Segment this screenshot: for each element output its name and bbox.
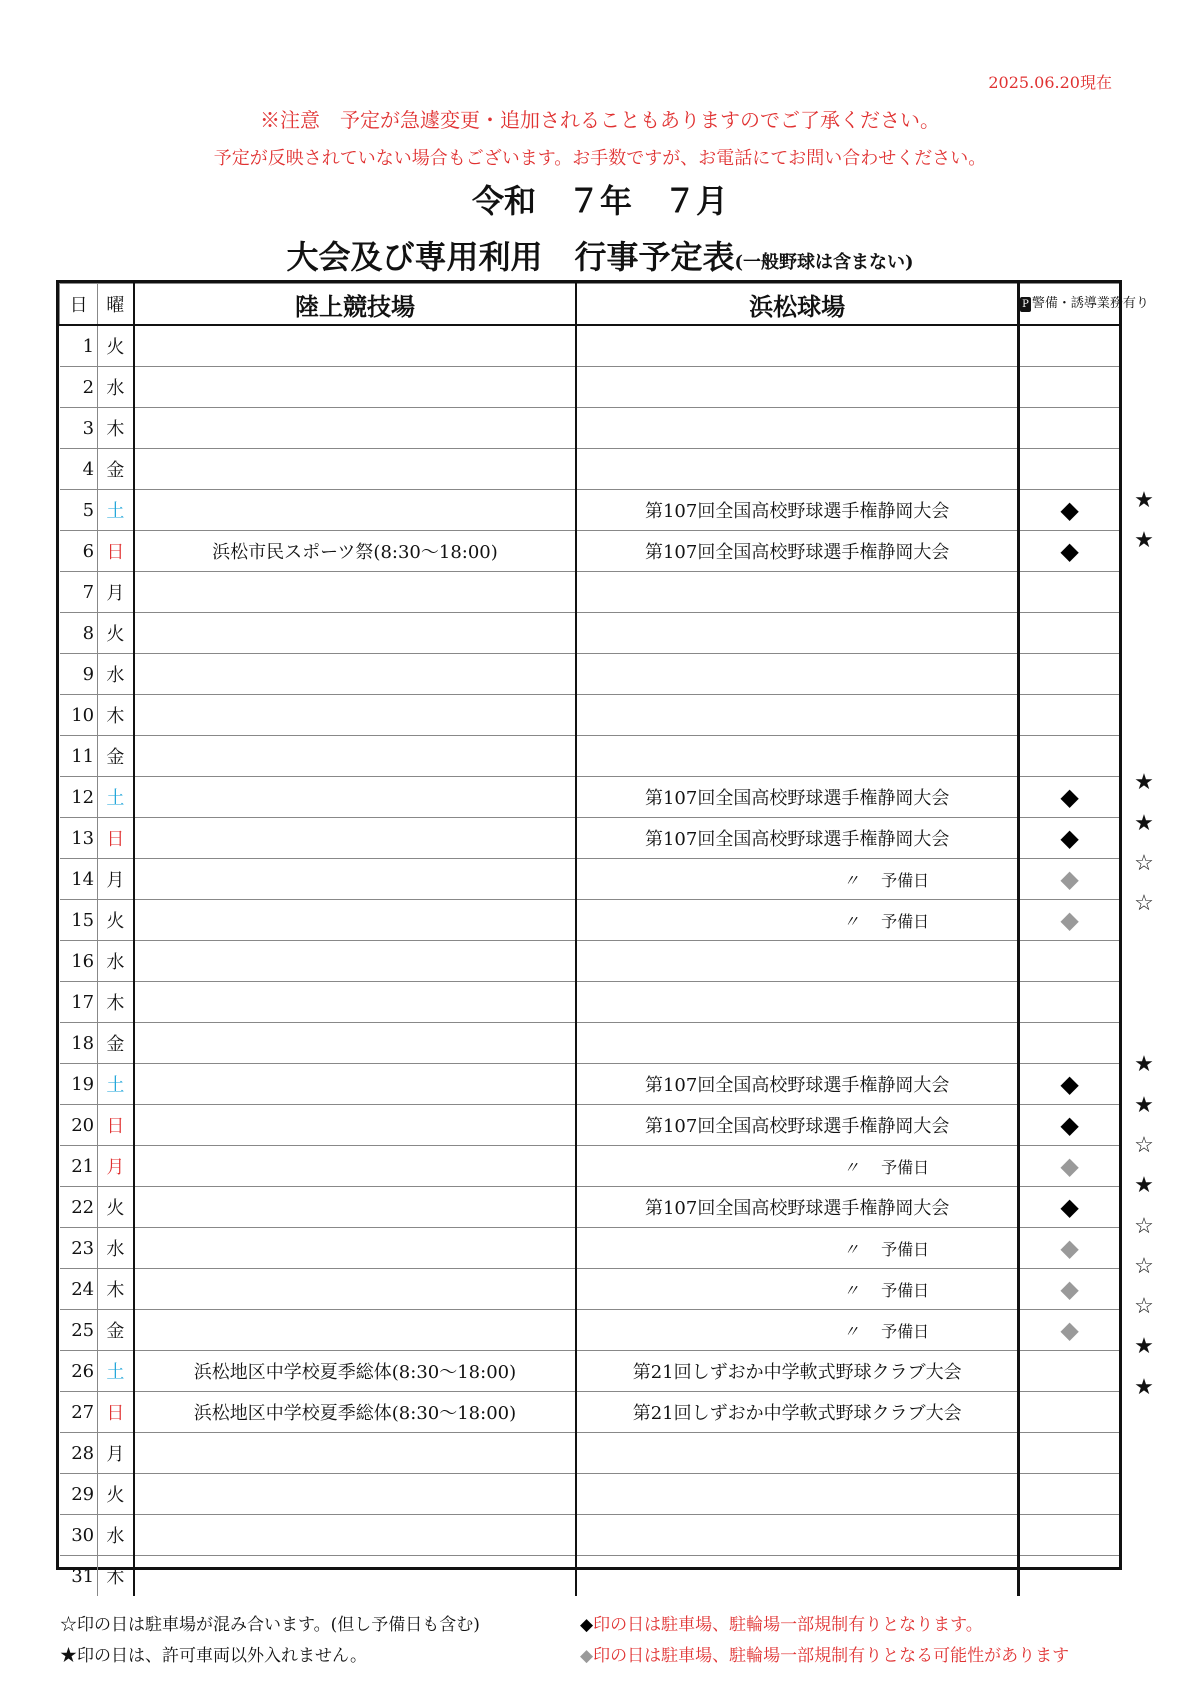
black-star-icon: ★ (1134, 1374, 1154, 1400)
security-cell (1019, 777, 1119, 818)
security-cell (1019, 736, 1119, 777)
star-cell-empty (1124, 320, 1164, 360)
baseball-event (576, 408, 1018, 449)
athletics-event (134, 654, 576, 695)
day-number: 13 (60, 818, 98, 859)
black-diamond-icon: ◆ (1060, 496, 1079, 524)
ditto-mark: 〃 (843, 1280, 860, 1300)
reserve-day (843, 1319, 929, 1342)
day-number: 25 (60, 1310, 98, 1351)
star-cell-empty (1124, 1529, 1164, 1569)
athletics-event (134, 736, 576, 777)
table-row (60, 982, 1120, 1023)
ditto-mark: 〃 (843, 911, 860, 931)
reserve-label: 予備日 (881, 1280, 930, 1300)
day-number: 20 (60, 1105, 98, 1146)
table-row (60, 1023, 1120, 1064)
day-number: 22 (60, 1187, 98, 1228)
baseball-event: 第107回全国高校野球選手権静岡大会 (576, 818, 1018, 859)
reserve-day (843, 868, 929, 891)
white-star-icon: ☆ (1134, 1294, 1154, 1320)
star-cell-empty (1124, 602, 1164, 642)
date-stamp: 2025.06.20現在 (988, 73, 1112, 92)
legend-black-diamond-text: 印の日は駐車場、駐輪場一部規制有りとなります。 (593, 1615, 983, 1635)
day-number: 19 (60, 1064, 98, 1105)
baseball-event (576, 695, 1018, 736)
security-cell (1019, 325, 1119, 367)
security-cell (1019, 1064, 1119, 1105)
day-number: 6 (60, 531, 98, 572)
table-row (60, 654, 1120, 695)
table-row (60, 490, 1120, 531)
star-column (1124, 320, 1164, 1569)
white-star-icon: ☆ (1134, 1132, 1154, 1158)
table-row (60, 1064, 1120, 1105)
baseball-event (576, 1310, 1018, 1351)
athletics-event (134, 613, 576, 654)
day-number: 12 (60, 777, 98, 818)
athletics-event (134, 1515, 576, 1556)
weekday: 木 (98, 695, 134, 736)
reserve-day (843, 1278, 929, 1301)
weekday: 金 (98, 1023, 134, 1064)
table-row (60, 367, 1120, 408)
security-cell (1019, 1433, 1119, 1474)
notice-line-2: 予定が反映されていない場合もございます。お手数ですが、お電話にてお問い合わせください。 (213, 148, 987, 169)
star-cell-empty (1124, 683, 1164, 723)
baseball-event: 第107回全国高校野球選手権静岡大会 (576, 1187, 1018, 1228)
security-cell (1019, 654, 1119, 695)
black-star-icon: ★ (1134, 770, 1154, 796)
weekday: 月 (98, 1146, 134, 1187)
weekday: 木 (98, 1556, 134, 1597)
weekday: 火 (98, 1187, 134, 1228)
gray-diamond-icon: ◆ (1060, 906, 1079, 934)
day-number: 14 (60, 859, 98, 900)
schedule-table (56, 280, 1149, 1588)
security-cell (1019, 367, 1119, 408)
black-star-icon: ★ (1134, 1092, 1154, 1118)
weekday: 水 (98, 367, 134, 408)
day-number: 9 (60, 654, 98, 695)
reserve-label: 予備日 (881, 1157, 930, 1177)
table-row (60, 1351, 1120, 1392)
day-number: 24 (60, 1269, 98, 1310)
gray-diamond-icon: ◆ (1060, 1234, 1079, 1262)
reserve-label: 予備日 (881, 1321, 930, 1341)
security-cell (1019, 1146, 1119, 1187)
weekday: 日 (98, 1392, 134, 1433)
day-number: 2 (60, 367, 98, 408)
table-row (60, 1310, 1120, 1351)
weekday: 金 (98, 449, 134, 490)
star-cell-empty (1124, 965, 1164, 1005)
athletics-event (134, 941, 576, 982)
day-number: 30 (60, 1515, 98, 1556)
athletics-event: 浜松地区中学校夏季総体(8:30～18:00) (134, 1392, 576, 1433)
table-row (60, 408, 1120, 449)
black-star-icon: ★ (1134, 488, 1154, 514)
baseball-event (576, 1023, 1018, 1064)
baseball-event: 第107回全国高校野球選手権静岡大会 (576, 777, 1018, 818)
weekday: 日 (98, 531, 134, 572)
baseball-event (576, 1515, 1018, 1556)
table-row (60, 449, 1120, 490)
header-weekday: 曜 (98, 284, 134, 326)
day-number: 11 (60, 736, 98, 777)
day-number: 1 (60, 325, 98, 367)
security-cell (1019, 1269, 1119, 1310)
star-cell-empty (1124, 1489, 1164, 1529)
baseball-event (576, 367, 1018, 408)
weekday: 金 (98, 1310, 134, 1351)
ditto-mark: 〃 (843, 870, 860, 890)
day-number: 21 (60, 1146, 98, 1187)
baseball-event: 第21回しずおか中学軟式野球クラブ大会 (576, 1392, 1018, 1433)
header-day: 日 (60, 284, 98, 326)
table-row (60, 572, 1120, 613)
white-star-icon: ☆ (1134, 1213, 1154, 1239)
ditto-mark: 〃 (843, 1239, 860, 1259)
legend-black-diamond (580, 1610, 983, 1635)
day-number: 16 (60, 941, 98, 982)
reserve-label: 予備日 (881, 870, 930, 890)
table-row (60, 1105, 1120, 1146)
athletics-event (134, 1556, 576, 1597)
table-row (60, 1146, 1120, 1187)
header-security (1019, 284, 1149, 326)
table-row (60, 736, 1120, 777)
weekday: 土 (98, 1064, 134, 1105)
security-cell (1019, 900, 1119, 941)
day-number: 23 (60, 1228, 98, 1269)
athletics-event (134, 1310, 576, 1351)
table-row (60, 1392, 1120, 1433)
security-cell (1019, 1351, 1119, 1392)
baseball-event: 第107回全国高校野球選手権静岡大会 (576, 531, 1018, 572)
table-row (60, 941, 1120, 982)
baseball-event: 第21回しずおか中学軟式野球クラブ大会 (576, 1351, 1018, 1392)
athletics-event (134, 818, 576, 859)
security-cell (1019, 490, 1119, 531)
table-row (60, 1187, 1120, 1228)
baseball-event: 第107回全国高校野球選手権静岡大会 (576, 1105, 1018, 1146)
table-row (60, 777, 1120, 818)
black-diamond-icon: ◆ (1060, 1111, 1079, 1139)
star-cell-empty (1124, 562, 1164, 602)
athletics-event (134, 490, 576, 531)
weekday: 日 (98, 818, 134, 859)
weekday: 木 (98, 408, 134, 449)
athletics-event (134, 408, 576, 449)
weekday: 土 (98, 490, 134, 531)
table-row (60, 1474, 1120, 1515)
athletics-event (134, 325, 576, 367)
baseball-event (576, 859, 1018, 900)
security-cell (1019, 1105, 1119, 1146)
baseball-event (576, 900, 1018, 941)
athletics-event (134, 449, 576, 490)
security-cell (1019, 818, 1119, 859)
white-star-icon: ☆ (1134, 850, 1154, 876)
security-cell (1019, 859, 1119, 900)
legend-white-star: ☆印の日は駐車場が混み合います。(但し予備日も含む) (60, 1615, 480, 1635)
athletics-event (134, 367, 576, 408)
weekday: 土 (98, 1351, 134, 1392)
title-main-text: 大会及び専用利用 行事予定表 (286, 238, 735, 276)
day-number: 31 (60, 1556, 98, 1597)
security-cell (1019, 1392, 1119, 1433)
table-row (60, 859, 1120, 900)
athletics-event (134, 1269, 576, 1310)
athletics-event (134, 1187, 576, 1228)
star-cell-empty (1124, 1005, 1164, 1045)
baseball-event (576, 325, 1018, 367)
star-cell-empty (1124, 1448, 1164, 1488)
security-cell (1019, 695, 1119, 736)
gray-diamond-icon: ◆ (1060, 865, 1079, 893)
weekday: 木 (98, 1269, 134, 1310)
table-row (60, 325, 1120, 367)
weekday: 日 (98, 1105, 134, 1146)
athletics-event (134, 1146, 576, 1187)
baseball-event (576, 1269, 1018, 1310)
notice-line-1: ※注意 予定が急遽変更・追加されることもありますのでご了承ください。 (260, 108, 940, 132)
baseball-event (576, 1228, 1018, 1269)
black-star-icon: ★ (1134, 810, 1154, 836)
security-cell (1019, 449, 1119, 490)
gray-diamond-icon: ◆ (1060, 1152, 1079, 1180)
black-diamond-icon: ◆ (1060, 537, 1079, 565)
day-number: 26 (60, 1351, 98, 1392)
athletics-event: 浜松地区中学校夏季総体(8:30～18:00) (134, 1351, 576, 1392)
title-subnote: (一般野球は含まない) (734, 252, 914, 273)
black-star-icon: ★ (1134, 1173, 1154, 1199)
table-row (60, 818, 1120, 859)
baseball-event (576, 613, 1018, 654)
athletics-event (134, 1105, 576, 1146)
ditto-mark: 〃 (843, 1157, 860, 1177)
day-number: 15 (60, 900, 98, 941)
security-cell (1019, 1187, 1119, 1228)
weekday: 月 (98, 572, 134, 613)
table-row (60, 531, 1120, 572)
legend-black-star: ★印の日は、許可車両以外入れません。 (60, 1646, 368, 1666)
baseball-event (576, 1433, 1018, 1474)
reserve-label: 予備日 (881, 1239, 930, 1259)
star-cell-empty (1124, 642, 1164, 682)
weekday: 木 (98, 982, 134, 1023)
weekday: 月 (98, 1433, 134, 1474)
header-baseball-stadium: 浜松球場 (576, 284, 1018, 326)
black-diamond-icon: ◆ (1060, 1070, 1079, 1098)
weekday: 水 (98, 941, 134, 982)
day-number: 4 (60, 449, 98, 490)
black-diamond-icon: ◆ (1060, 824, 1079, 852)
athletics-event (134, 777, 576, 818)
security-cell (1019, 1474, 1119, 1515)
table-row (60, 1228, 1120, 1269)
black-star-icon: ★ (1134, 1052, 1154, 1078)
athletics-event (134, 859, 576, 900)
weekday: 月 (98, 859, 134, 900)
star-cell-empty (1124, 401, 1164, 441)
table-row (60, 1433, 1120, 1474)
star-cell-empty (1124, 723, 1164, 763)
header-security-label: 警備・誘導業務有り (1031, 296, 1149, 311)
baseball-event (576, 1474, 1018, 1515)
gray-diamond-icon: ◆ (1060, 1316, 1079, 1344)
day-number: 5 (60, 490, 98, 531)
star-cell-empty (1124, 924, 1164, 964)
weekday: 水 (98, 1515, 134, 1556)
title-year: 令和 ７年 ７月 (471, 182, 728, 220)
day-number: 10 (60, 695, 98, 736)
day-number: 18 (60, 1023, 98, 1064)
black-star-icon: ★ (1134, 1334, 1154, 1360)
legend-gray-diamond-text: 印の日は駐車場、駐輪場一部規制有りとなる可能性があります (593, 1646, 1070, 1666)
reserve-day (843, 1155, 929, 1178)
athletics-event (134, 1433, 576, 1474)
day-number: 27 (60, 1392, 98, 1433)
reserve-day (843, 909, 929, 932)
baseball-event (576, 449, 1018, 490)
header-athletics-stadium: 陸上競技場 (134, 284, 576, 326)
security-cell (1019, 941, 1119, 982)
athletics-event (134, 1064, 576, 1105)
weekday: 火 (98, 325, 134, 367)
athletics-event (134, 1474, 576, 1515)
security-cell (1019, 531, 1119, 572)
security-cell (1019, 408, 1119, 449)
gray-diamond-icon: ◆ (1060, 1275, 1079, 1303)
page-title (0, 232, 1200, 278)
baseball-event (576, 654, 1018, 695)
day-number: 17 (60, 982, 98, 1023)
security-cell (1019, 613, 1119, 654)
athletics-event (134, 1228, 576, 1269)
white-star-icon: ☆ (1134, 891, 1154, 917)
black-diamond-icon: ◆ (1060, 1193, 1079, 1221)
athletics-event (134, 982, 576, 1023)
baseball-event: 第107回全国高校野球選手権静岡大会 (576, 1064, 1018, 1105)
table-row (60, 613, 1120, 654)
parking-p-icon: P (1022, 299, 1029, 310)
legend-gray-diamond (580, 1641, 1069, 1666)
athletics-event: 浜松市民スポーツ祭(8:30～18:00) (134, 531, 576, 572)
athletics-event (134, 1023, 576, 1064)
reserve-day (843, 1237, 929, 1260)
reserve-label: 予備日 (881, 911, 930, 931)
security-cell (1019, 1556, 1119, 1597)
weekday: 火 (98, 900, 134, 941)
gray-diamond-icon: ◆ (580, 1646, 594, 1666)
baseball-event (576, 736, 1018, 777)
star-cell-empty (1124, 360, 1164, 400)
table-row (60, 1269, 1120, 1310)
security-cell (1019, 1023, 1119, 1064)
weekday: 金 (98, 736, 134, 777)
day-number: 3 (60, 408, 98, 449)
weekday: 水 (98, 654, 134, 695)
baseball-event (576, 1556, 1018, 1597)
day-number: 28 (60, 1433, 98, 1474)
black-star-icon: ★ (1134, 528, 1154, 554)
star-cell-empty (1124, 441, 1164, 481)
security-cell (1019, 982, 1119, 1023)
weekday: 土 (98, 777, 134, 818)
black-diamond-icon: ◆ (1060, 783, 1079, 811)
security-cell (1019, 1228, 1119, 1269)
day-number: 29 (60, 1474, 98, 1515)
weekday: 水 (98, 1228, 134, 1269)
day-number: 7 (60, 572, 98, 613)
security-cell (1019, 1515, 1119, 1556)
baseball-event (576, 1146, 1018, 1187)
weekday: 火 (98, 1474, 134, 1515)
table-row (60, 900, 1120, 941)
table-row (60, 695, 1120, 736)
black-diamond-icon: ◆ (580, 1615, 594, 1635)
table-row (60, 1556, 1120, 1597)
baseball-event: 第107回全国高校野球選手権静岡大会 (576, 490, 1018, 531)
security-cell (1019, 572, 1119, 613)
baseball-event (576, 941, 1018, 982)
white-star-icon: ☆ (1134, 1253, 1154, 1279)
baseball-event (576, 982, 1018, 1023)
baseball-event (576, 572, 1018, 613)
star-cell-empty (1124, 1408, 1164, 1448)
table-row (60, 1515, 1120, 1556)
table-header-row (60, 284, 1120, 326)
athletics-event (134, 695, 576, 736)
ditto-mark: 〃 (843, 1321, 860, 1341)
athletics-event (134, 572, 576, 613)
security-cell (1019, 1310, 1119, 1351)
day-number: 8 (60, 613, 98, 654)
athletics-event (134, 900, 576, 941)
weekday: 火 (98, 613, 134, 654)
